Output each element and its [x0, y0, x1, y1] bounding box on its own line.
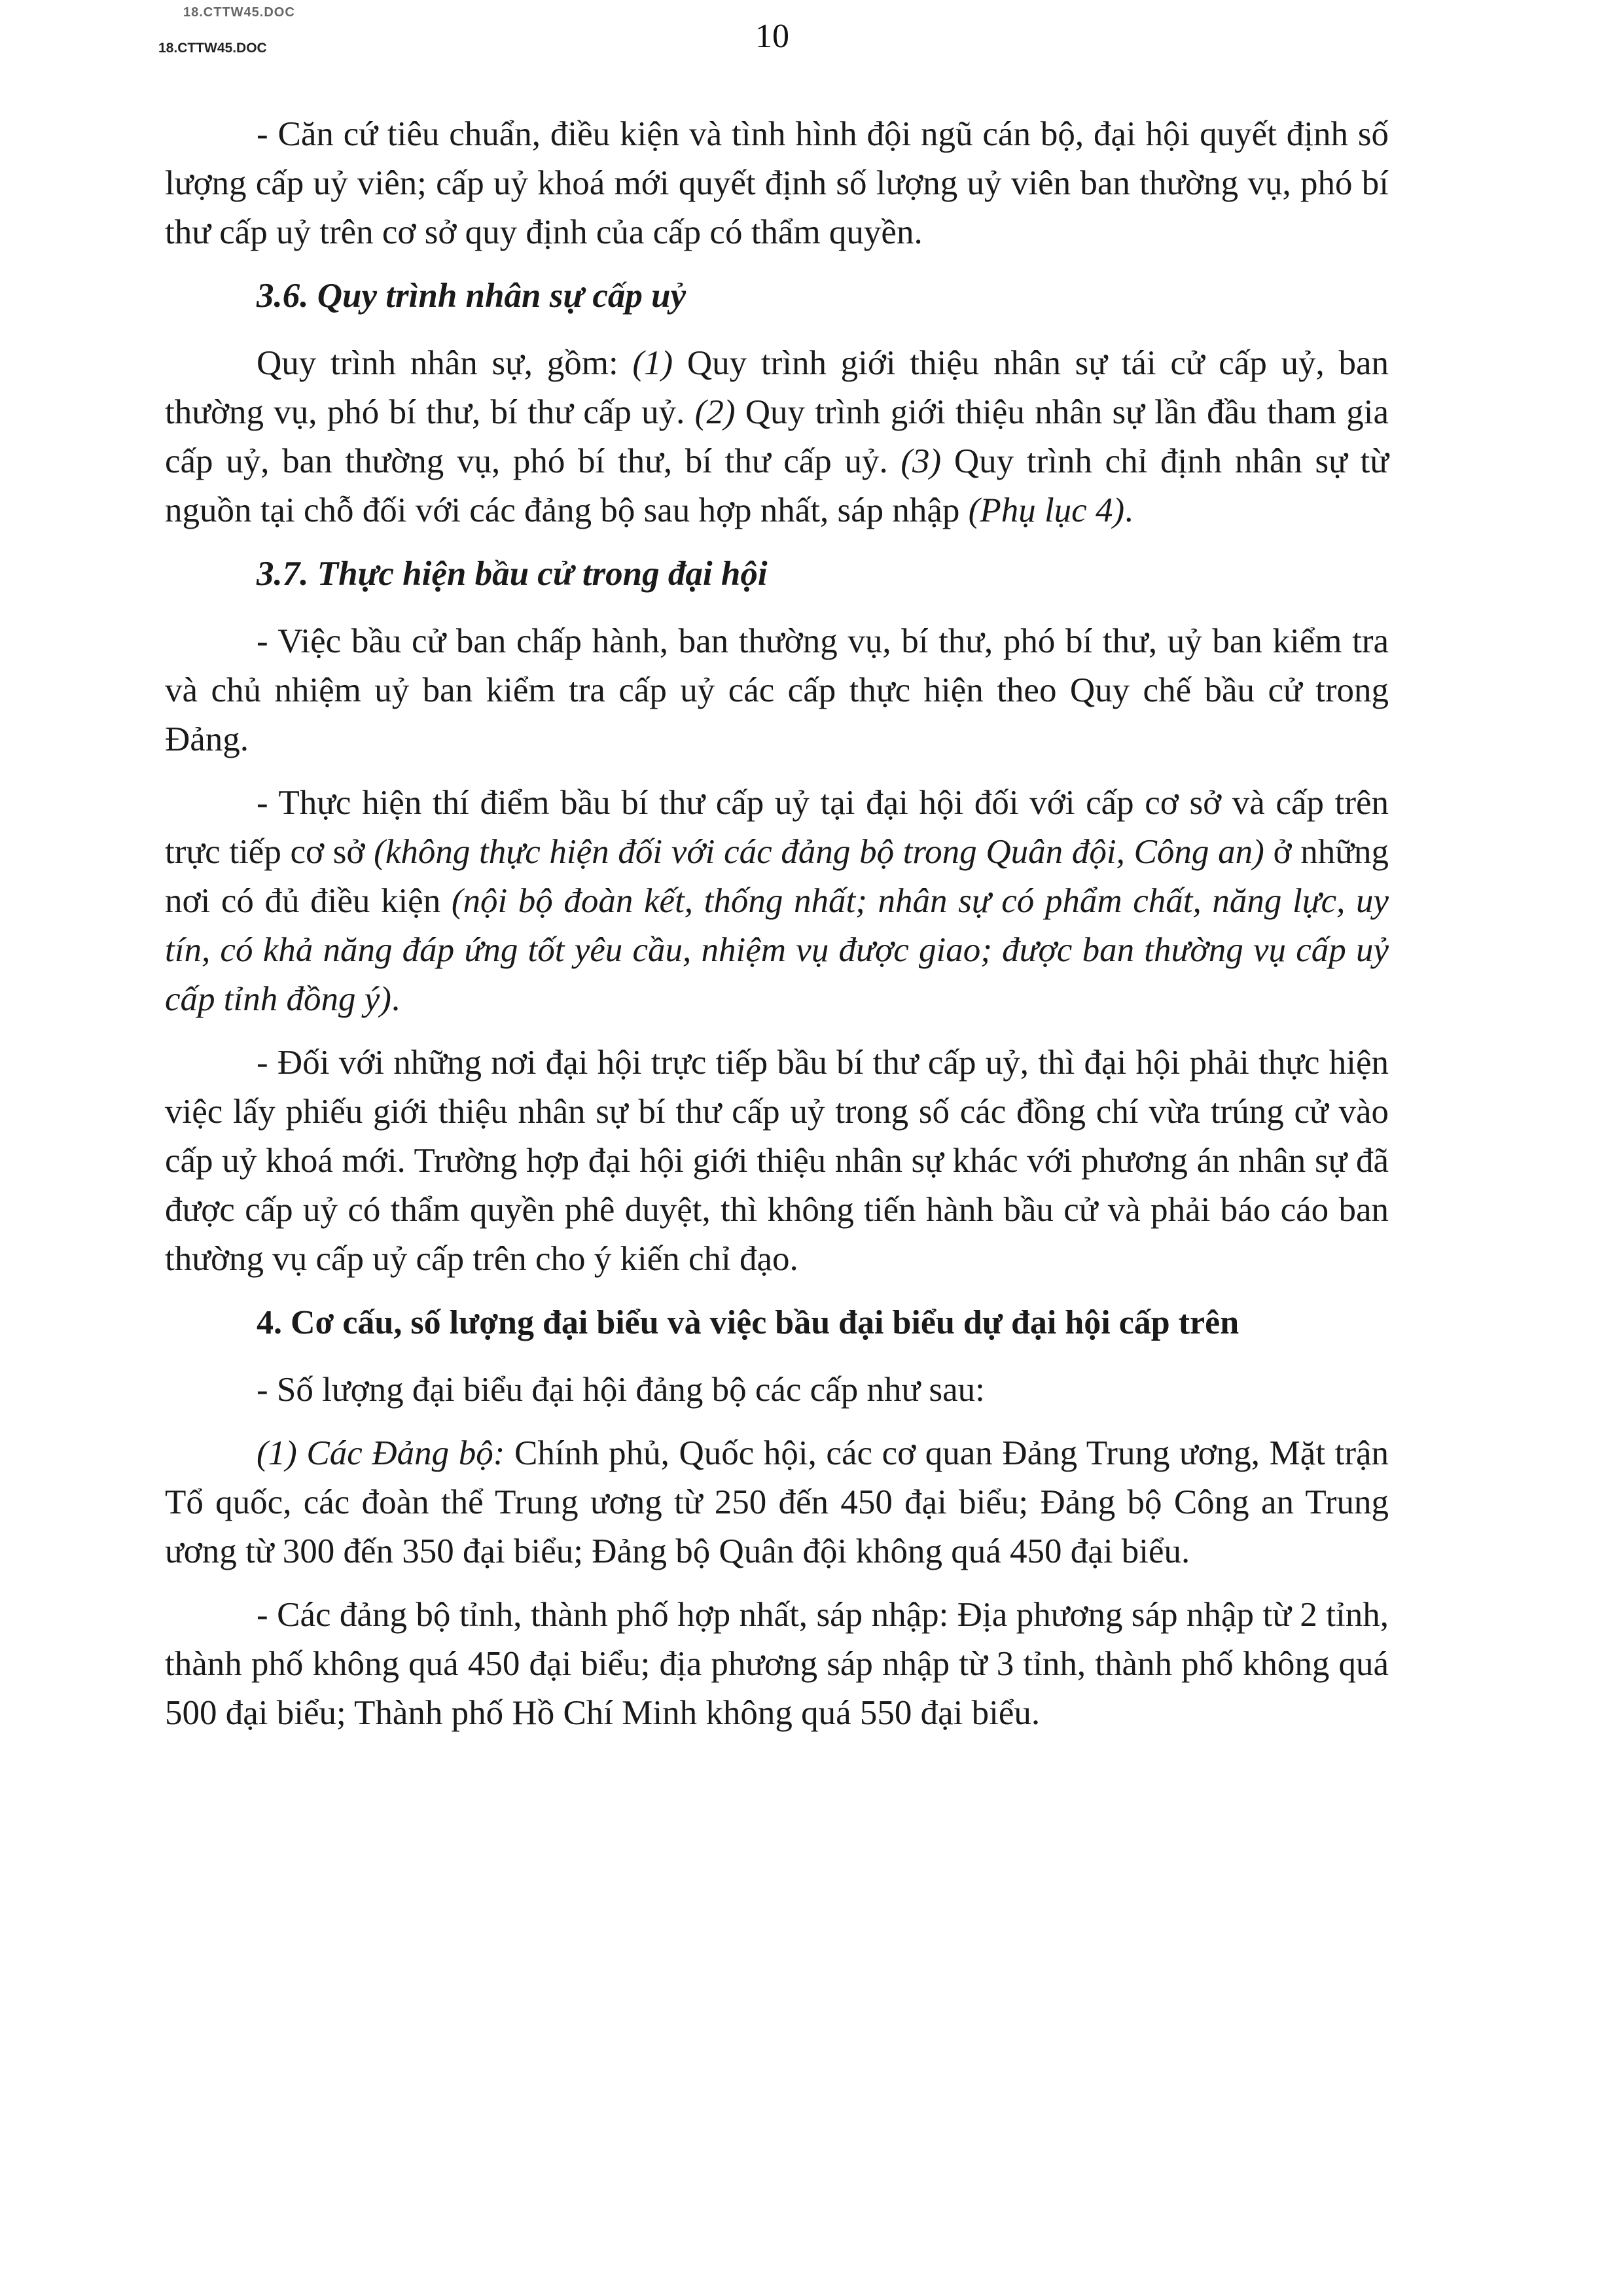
paragraph-personnel-process [165, 339, 1389, 535]
heading-3-6: 3.6. Quy trình nhân sự cấp uỷ [257, 277, 687, 315]
text-segment: Quy trình giới thiệu nhân sự tái cử cấp uỷ, ban thường vụ, phó bí thư, bí thư cấp uỷ. [165, 344, 1389, 431]
heading-4: 4. Cơ cấu, số lượng đại biểu và việc bầu đại biểu dự đại hội cấp trên [257, 1304, 1240, 1341]
text-segment: . [391, 980, 401, 1018]
text-segment: . [1124, 491, 1133, 529]
paragraph-delegate-count-intro: - Số lượng đại biểu đại hội đảng bộ các cấp như sau: [257, 1371, 985, 1409]
paragraph-pilot-election [165, 779, 1389, 1024]
text-segment: Quy trình giới thiệu nhân sự lần đầu tham gia cấp uỷ, ban thường vụ, phó bí thư, bí thư cấp uỷ. [165, 393, 1389, 480]
file-label: 18.CTTW45.DOC [158, 41, 267, 56]
text-segment-italic: (2) [694, 393, 736, 431]
faint-file-label: 18.CTTW45.DOC [183, 5, 295, 20]
paragraph-quantity-committee: - Căn cứ tiêu chuẩn, điều kiện và tình hình đội ngũ cán bộ, đại hội quyết định số lượng cấp uỷ viên; cấp uỷ khoá mới quyết định số lượng uỷ viên ban thường vụ, phó bí thư cấp uỷ trên cơ sở quy định của cấp có thẩm quyền. [165, 115, 1389, 251]
document-body [165, 110, 1389, 1752]
paragraph-direct-election: - Đối với những nơi đại hội trực tiếp bầu bí thư cấp uỷ, thì đại hội phải thực hiện việc lấy phiếu giới thiệu nhân sự bí thư cấp uỷ trong số các đồng chí vừa trúng cử vào cấp uỷ khoá mới. Trường hợp đại hội giới thiệu nhân sự khác với phương án nhân sự đã được cấp uỷ có thẩm quyền phê duyệt, thì không tiến hành bầu cử và phải báo cáo ban thường vụ cấp uỷ cấp trên cho ý kiến chỉ đạo. [165, 1044, 1389, 1278]
text-segment-italic: (3) [901, 442, 942, 480]
text-segment-italic: (không thực hiện đối với các đảng bộ trong Quân đội, Công an) [374, 833, 1264, 871]
text-segment-italic: (nội bộ đoàn kết, thống nhất; nhân sự có phẩm chất, năng lực, uy tín, có khả năng đáp ứng tốt yêu cầu, nhiệm vụ được giao; được ban thường vụ cấp uỷ cấp tỉnh đồng ý) [165, 882, 1389, 1018]
page-number: 10 [755, 18, 789, 55]
paragraph-election-rules: - Việc bầu cử ban chấp hành, ban thường vụ, bí thư, phó bí thư, uỷ ban kiểm tra và chủ nhiệm uỷ ban kiểm tra cấp uỷ các cấp thực hiện theo Quy chế bầu cử trong Đảng. [165, 622, 1389, 758]
text-segment-italic: (1) [632, 344, 673, 382]
heading-3-7: 3.7. Thực hiện bầu cử trong đại hội [257, 555, 768, 593]
paragraph-delegate-count-central [165, 1429, 1389, 1576]
text-segment-italic: (1) Các Đảng bộ: [257, 1434, 505, 1472]
text-segment: Quy trình chỉ định nhân sự từ nguồn tại chỗ đối với các đảng bộ sau hợp nhất, sáp nhập [165, 442, 1389, 529]
paragraph-delegate-count-provinces: - Các đảng bộ tỉnh, thành phố hợp nhất, sáp nhập: Địa phương sáp nhập từ 2 tỉnh, thành phố không quá 450 đại biểu; địa phương sáp nhập từ 3 tỉnh, thành phố không quá 500 đại biểu; Thành phố Hồ Chí Minh không quá 550 đại biểu. [165, 1596, 1389, 1732]
text-segment-italic: (Phụ lục 4) [968, 491, 1125, 529]
text-segment: ở những nơi có đủ điều kiện [165, 833, 1389, 920]
text-segment: - Thực hiện thí điểm bầu bí thư cấp uỷ tại đại hội đối với cấp cơ sở và cấp trên trực tiếp cơ sở [165, 784, 1389, 871]
text-segment: Quy trình nhân sự, gồm: [257, 344, 633, 382]
text-segment: Chính phủ, Quốc hội, các cơ quan Đảng Trung ương, Mặt trận Tổ quốc, các đoàn thể Trung ương từ 250 đến 450 đại biểu; Đảng bộ Công an Trung ương từ 300 đến 350 đại biểu; Đảng bộ Quân đội không quá 450 đại biểu. [165, 1434, 1389, 1570]
